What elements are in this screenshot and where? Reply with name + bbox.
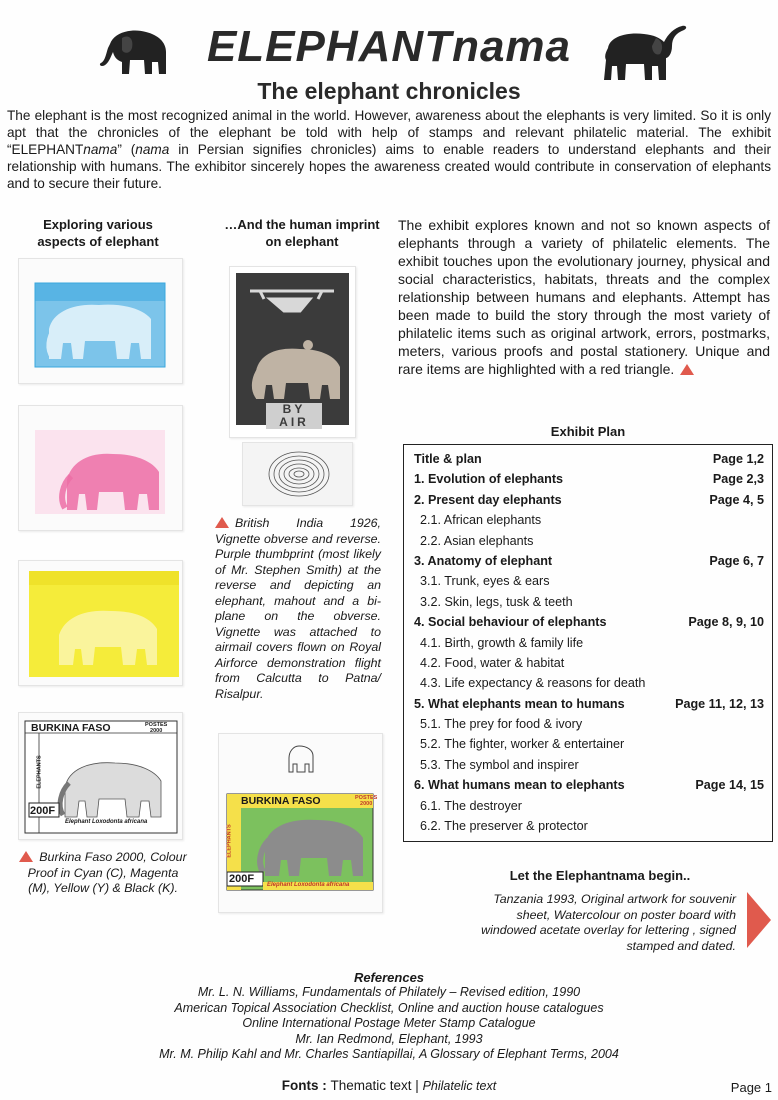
exhibit-description: The exhibit explores known and not so known aspects of elephants through a variety of philatelic elements. The exhibit touches upon the evolutionary journey, physical and social characteristics, habitats, threats and the complex relationship between humans and elephants. Attempt has been made to build the story through the most variety of philatelic items such as original artwork, errors, postmarks, meters, various proofs and postal stationery. Unique and rare items are highlighted with a red triangle. [398, 217, 770, 377]
plan-row-page: Page 2,3 [712, 472, 764, 487]
plan-row [414, 816, 764, 836]
plan-row [414, 490, 764, 510]
plan-row [414, 571, 764, 591]
plan-row-label: 5. What elephants mean to humans [414, 696, 625, 711]
color-stamp-country-text: BURKINA FASO [241, 795, 321, 807]
color-stamp-side-text: ELEPHANTS [226, 824, 233, 858]
intro-paragraph: The elephant is the most recognized animal in the world. However, awareness about the elephants is very limited. So it is only apt that the chronicles of the elephant be told with help of stamps and relevant philatelic material. The exhibit “ELEPHANTnama” (nama in Persian signifies chronicles) aims to enable readers to understand elephants and their relationship with humans. The exhibitor sincerely hopes the awareness created would contribute in conservation of elephants and to secure their future. [7, 108, 771, 191]
begin-heading: Let the Elephantnama begin.. [509, 868, 691, 883]
color-stamp-postes-text: POSTES 2000 [355, 795, 378, 807]
reference-item: Mr. L. N. Williams, Fundamentals of Philately – Revised edition, 1990 [197, 985, 581, 1000]
reference-item: Mr. Ian Redmond, Elephant, 1993 [295, 1031, 483, 1046]
plan-row-label: 6.1. The destroyer [420, 798, 522, 813]
plan-row [414, 694, 764, 714]
column-heading-aspects: Exploring various aspects of elephant [37, 217, 159, 249]
plan-row-label: 5.2. The fighter, worker & entertainer [420, 737, 625, 752]
references-section [0, 970, 778, 1062]
plan-row [414, 612, 764, 632]
plan-row [414, 653, 764, 673]
plan-row [414, 714, 764, 734]
plan-row [414, 775, 764, 795]
plan-row-label: 3.2. Skin, legs, tusk & teeth [420, 594, 573, 609]
plan-row-page: Page 14, 15 [695, 778, 764, 793]
plan-row-label: 5.3. The symbol and inspirer [420, 757, 579, 772]
burkina-faso-color-stamp [218, 733, 383, 913]
reference-item: American Topical Association Checklist, Online and auction house catalogues [174, 1000, 604, 1015]
red-triangle-icon [215, 517, 229, 528]
plan-row-label: 4.1. Birth, growth & family life [420, 635, 584, 650]
plan-row [414, 755, 764, 775]
reference-item: Mr. M. Philip Kahl and Mr. Charles Santiapillai, A Glossary of Elephant Terms, 2004 [159, 1047, 619, 1062]
plan-row-label: 3. Anatomy of elephant [414, 553, 553, 568]
plan-row-label: 2. Present day elephants [414, 492, 562, 507]
page-subtitle: The elephant chronicles [257, 78, 521, 104]
stamp-postes-text: POSTES 2000 [145, 722, 168, 734]
stamp-value-text: 200F [30, 805, 56, 817]
british-india-vignette-obverse [229, 266, 356, 438]
next-page-arrow-icon [747, 892, 771, 948]
yellow-proof-stamp [18, 560, 183, 686]
exhibit-plan-heading: Exhibit Plan [550, 424, 626, 439]
plan-row [414, 449, 764, 469]
magenta-proof-stamp [18, 405, 183, 531]
plan-row [414, 592, 764, 612]
by-air-text: BY AIR [266, 403, 322, 429]
burkina-caption: Burkina Faso 2000, Colour Proof in Cyan (C), Magenta (M), Yellow (Y) & Black (K). [18, 850, 188, 897]
plan-row-label: Title & plan [414, 452, 482, 466]
plan-row-page: Page 8, 9, 10 [688, 615, 764, 630]
plan-row-label: 5.1. The prey for food & ivory [420, 717, 583, 732]
plan-row-label: 1. Evolution of elephants [414, 472, 564, 487]
plan-row-page: Page 4, 5 [709, 492, 764, 507]
color-stamp-value-text: 200F [229, 873, 255, 885]
red-triangle-icon [19, 851, 33, 862]
thumbprint-reverse [242, 442, 353, 506]
plan-row [414, 531, 764, 551]
plan-row [414, 469, 764, 489]
color-stamp-caption-text: Elephant Loxodonta africana [267, 882, 350, 888]
black-proof-stamp [18, 712, 183, 840]
plan-row-page: Page 1,2 [712, 452, 764, 466]
stamp-country-text: BURKINA FASO [31, 722, 111, 734]
plan-row-page: Page 11, 12, 13 [675, 696, 764, 711]
page-title: ELEPHANTnama [206, 22, 572, 71]
plan-row [414, 734, 764, 754]
plan-row-label: 4. Social behaviour of elephants [414, 615, 607, 630]
tanzania-caption: Tanzania 1993, Original artwork for souvenir sheet, Watercolour on poster board with windowed acetate overlay for lettering , signed stamped and dated. [481, 892, 736, 953]
plan-row-label: 6.2. The preserver & protector [420, 819, 588, 834]
exhibit-plan-table [403, 444, 773, 842]
stamp-caption-text: Elephant Loxodonta africana [65, 819, 148, 825]
plan-row-label: 4.2. Food, water & habitat [420, 655, 565, 670]
cyan-proof-stamp [18, 258, 183, 384]
reference-item: Online International Postage Meter Stamp Catalogue [242, 1016, 536, 1031]
page-number: Page 1 [730, 1080, 772, 1095]
plan-row [414, 673, 764, 693]
plan-row-label: 4.3. Life expectancy & reasons for death [420, 676, 646, 691]
references-heading: References [353, 970, 425, 985]
plan-row-label: 3.1. Trunk, eyes & ears [420, 574, 550, 589]
plan-row-page: Page 6, 7 [709, 553, 764, 568]
british-india-caption: British India 1926, Vignette obverse and reverse. Purple thumbprint (most likely of Mr. Stephen Smith) at the reverse and depicting an elephant, mahout and a bi-plane on the obverse. Vignette was attached to airmail covers flown on Royal Airforce demonstration flight from Calcutta to Patna/ Risalpur. [215, 516, 381, 701]
fonts-legend: Fonts : Thematic text | Philatelic text [281, 1078, 497, 1093]
plan-row-label: 6. What humans mean to elephants [414, 778, 625, 793]
stamp-side-text: ELEPHANTS [36, 755, 43, 789]
plan-row-label: 2.1. African elephants [420, 513, 542, 528]
plan-row [414, 796, 764, 816]
plan-row [414, 510, 764, 530]
plan-row [414, 551, 764, 571]
column-heading-human-imprint: …And the human imprint on elephant [224, 217, 380, 249]
plan-row [414, 633, 764, 653]
red-triangle-icon [680, 364, 694, 375]
plan-row-label: 2.2. Asian elephants [420, 533, 534, 548]
